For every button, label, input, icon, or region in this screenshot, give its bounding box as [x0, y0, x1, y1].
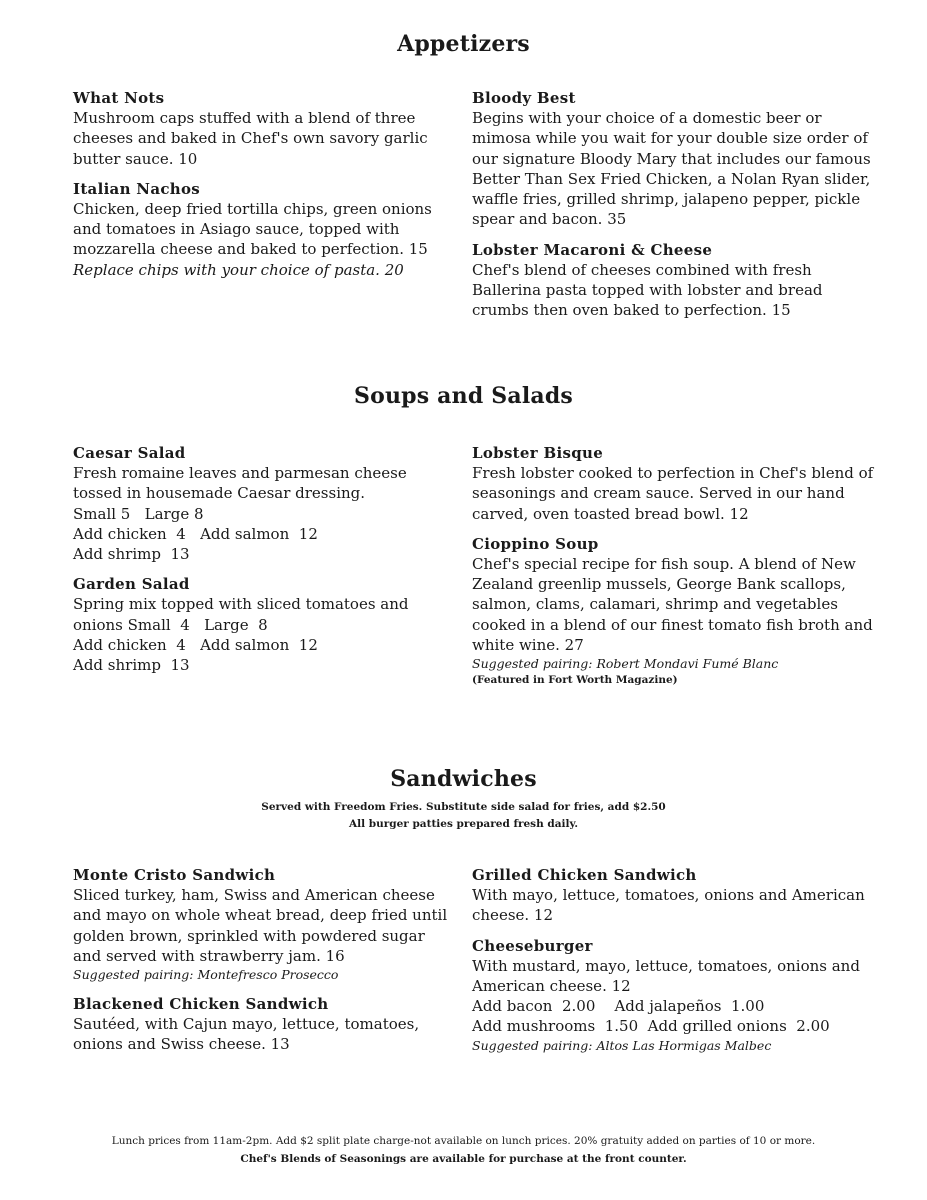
menu-item-what-nots [73, 88, 453, 169]
item-name: Lobster Macaroni & Cheese [472, 240, 713, 259]
item-description: Sautéed, with Cajun mayo, lettuce, tomatoes, onions and Swiss cheese. 13 [73, 1015, 420, 1054]
menu-item-lobster-bisque [472, 443, 882, 524]
menu-item-lobster-mac [472, 240, 882, 321]
item-description: Chef's special recipe for fish soup. A blend of New Zealand greenlip mussels, George Bank scallops, salmon, clams, calamari, shrimp and vegetables cooked in a blend of our finest tomato fish broth and white wine. 27 [472, 554, 873, 655]
sandwiches-note-fries: Served with Freedom Fries. Substitute side salad for fries, add $2.50 [261, 801, 666, 813]
item-description: Mushroom caps stuffed with a blend of three cheeses and baked in Chef's own savory garlic butter sauce. 10 [73, 109, 428, 168]
item-description: With mayo, lettuce, tomatoes, onions and American cheese. 12 [472, 886, 865, 925]
item-option-line: Add shrimp 13 [73, 656, 190, 675]
sandwiches-left-column [73, 865, 453, 1065]
section-title-sandwiches: Sandwiches [390, 766, 537, 792]
section-title-soups-salads: Soups and Salads [354, 383, 573, 409]
footer-seasonings-note: Chef's Blends of Seasonings are available for purchase at the front counter. [240, 1153, 687, 1165]
soups-left-column [73, 443, 453, 686]
item-description: Fresh lobster cooked to perfection in Chef's blend of seasonings and cream sauce. Served in our hand carved, oven toasted bread bowl. 12 [472, 464, 874, 523]
appetizers-left-column [73, 88, 453, 290]
section-title-appetizers: Appetizers [397, 31, 530, 57]
item-name: Lobster Bisque [472, 444, 604, 462]
menu-item-monte-cristo [73, 865, 453, 984]
item-description: Begins with your choice of a domestic beer or mimosa while you wait for your double size order of our signature Bloody Mary that includes our famous Better Than Sex Fried Chicken, a Nolan Ryan slider, waffle fries, grilled shrimp, jalapeno pepper, pickle spear and bacon. 35 [472, 109, 871, 229]
suggested-pairing: Suggested pairing: Montefresco Prosecco [73, 967, 339, 983]
item-option-line: Add bacon 2.00 Add jalapeños 1.00 [472, 997, 765, 1016]
item-description: Sliced turkey, ham, Swiss and American cheese and mayo on whole wheat bread, deep fried until golden brown, sprinkled with powdered sugar and served with strawberry jam. 16 [73, 886, 448, 965]
item-name: Italian Nachos [73, 179, 201, 198]
item-description: Fresh romaine leaves and parmesan cheese tossed in housemade Caesar dressing. [73, 464, 407, 503]
item-name: Garden Salad [73, 575, 190, 594]
menu-item-grilled-chicken [472, 865, 882, 926]
item-name: What Nots [73, 89, 165, 107]
item-name: Blackened Chicken Sandwich [73, 995, 329, 1014]
item-description: Chicken, deep fried tortilla chips, green onions and tomatoes in Asiago sauce, topped with mozzarella cheese and baked to perfection. 15 [73, 199, 432, 259]
item-name: Monte Cristo Sandwich [73, 866, 276, 884]
menu-item-caesar-salad [73, 443, 453, 564]
item-option-line: Small 5 Large 8 [73, 504, 204, 523]
item-option-line: Add shrimp 13 [73, 545, 190, 564]
footer-lunch-note: Lunch prices from 11am-2pm. Add $2 split plate charge-not available on lunch prices. 20% gratuity added on parties of 10 or more. [111, 1135, 816, 1147]
item-name: Caesar Salad [73, 444, 186, 462]
item-option-line: Add chicken 4 Add salmon 12 [73, 636, 318, 655]
item-option-line: Add mushrooms 1.50 Add grilled onions 2.00 [472, 1017, 830, 1036]
menu-item-garden-salad [73, 574, 453, 675]
suggested-pairing: Suggested pairing: Robert Mondavi Fumé Blanc [472, 656, 779, 672]
appetizers-right-column [472, 88, 882, 331]
item-name: Cioppino Soup [472, 534, 599, 553]
sandwiches-note-patties: All burger patties prepared fresh daily. [348, 818, 579, 830]
item-description: With mustard, mayo, lettuce, tomatoes, onions and American cheese. 12 [472, 956, 860, 995]
item-description: Spring mix topped with sliced tomatoes and onions Small 4 Large 8 [73, 595, 414, 634]
item-name: Grilled Chicken Sandwich [472, 866, 697, 884]
item-name: Bloody Best [472, 89, 576, 107]
menu-item-blackened-chicken [73, 994, 453, 1055]
footer [0, 1132, 927, 1168]
menu-item-italian-nachos [73, 179, 453, 280]
item-description: Chef's blend of cheeses combined with fresh Ballerina pasta topped with lobster and bread crumbs then oven baked to perfection. 15 [472, 260, 823, 320]
sandwiches-right-column [472, 865, 882, 1065]
soups-right-column [472, 443, 882, 698]
menu-item-cheeseburger [472, 936, 882, 1055]
suggested-pairing: Suggested pairing: Altos Las Hormigas Malbec [472, 1037, 772, 1053]
featured-note: (Featured in Fort Worth Magazine) [472, 674, 678, 687]
item-name: Cheeseburger [472, 936, 593, 955]
item-note: Replace chips with your choice of pasta. 20 [73, 260, 404, 279]
item-option-line: Add chicken 4 Add salmon 12 [73, 524, 318, 543]
menu-item-cioppino-soup [472, 534, 882, 688]
menu-item-bloody-best [472, 88, 882, 230]
